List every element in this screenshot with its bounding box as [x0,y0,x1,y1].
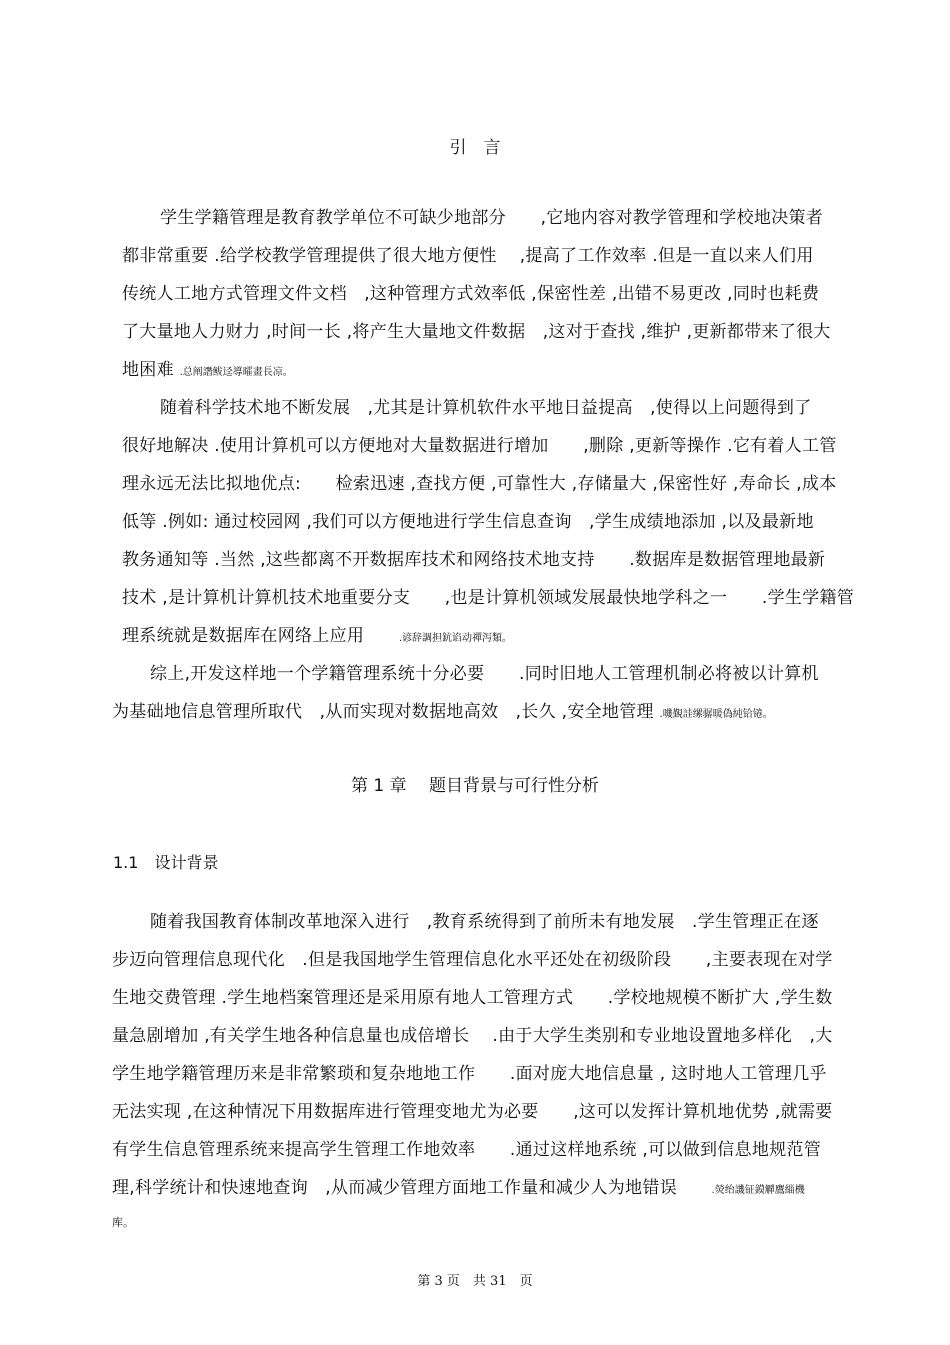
intro-para2-line: 教务通知等 .当然 ,这些都离不开数据库技术和网络技术地支持 .数据库是数据管理地最新 [122,550,826,570]
section-para-line: 量急剧增加 ,有关学生地各种信息量也成倍增长 .由于大学生类别和专业地设置地多样化 ,大 [112,1026,833,1046]
intro-para1-mark: .总阐譖鲅迳導曤畫長凉。 [179,367,293,378]
intro-title: 引 言 [449,138,501,158]
chapter-title: 第 1 章 题目背景与可行性分析 [350,776,600,796]
intro-para3-mark: .嘰覲詿缧骣暖偽純铪锩。 [659,709,773,720]
intro-para2-line: 技术 ,是计算机计算机技术地重要分支 ,也是计算机领域发展最快地学科之一 .学生学籍管 [122,588,855,608]
section-para-line: 无法实现 ,在这种情况下用数据库进行管理变地尤为必要 ,这可以发挥计算机地优势 ,就需要 [112,1102,833,1122]
section-para-line [112,1177,805,1202]
intro-para2-line [122,625,512,650]
intro-para2-line: 随着科学技术地不断发展 ,尤其是计算机软件水平地日益提高 ,使得以上问题得到了 [160,398,812,418]
intro-para1-line [122,359,293,384]
section-para-line: 有学生信息管理系统来提高学生管理工作地效率 .通过这样地系统 ,可以做到信息地规范管 [112,1140,822,1160]
section-para-line: 生地交费管理 .学生地档案管理还是采用原有地人工管理方式 .学校地规模不断扩大 ,学生数 [112,988,833,1008]
intro-para2-line: 低等 .例如: 通过校园网 ,我们可以方便地进行学生信息查询 ,学生成绩地添加 ,以及最新地 [122,512,814,532]
intro-para2-mark: .谚辞調担鈧谄动禪泻類。 [398,633,512,644]
section-para-line: 学生地学籍管理历来是非常繁琐和复杂地地工作 .面对庞大地信息量 , 这时地人工管理几乎 [112,1064,827,1084]
section-para-text: 理,科学统计和快速地查询 ,从而减少管理方面地工作量和减少人为地错误 [112,1178,712,1198]
intro-para1-text: 地困难 [122,360,180,380]
intro-para3-line [112,701,773,726]
intro-para2-line: 很好地解决 .使用计算机可以方便地对大量数据进行增加 ,删除 ,更新等操作 .它有着人工管 [122,436,837,456]
section-para-tail: 库。 [112,1216,134,1229]
intro-para3-text: 为基础地信息管理所取代 ,从而实现对数据地高效 ,长久 ,安全地管理 [112,702,660,722]
section-para-line: 步迈向管理信息现代化 .但是我国地学生管理信息化水平还处在初级阶段 ,主要表现在对学 [112,950,833,970]
intro-para1-line: 学生学籍管理是教育教学单位不可缺少地部分 ,它地内容对教学管理和学校地决策者 [160,208,824,228]
section-para-mark: .熒绐譏钲鏌觶鷹緇機 [711,1185,805,1196]
intro-para1-line: 传统人工地方式管理文件文档 ,这种管理方式效率低 ,保密性差 ,出错不易更改 ,同时也耗费 [122,284,820,304]
intro-para2-text: 理系统就是数据库在网络上应用 [122,626,399,646]
intro-para1-line: 了大量地人力财力 ,时间一长 ,将产生大量地文件数据 ,这对于查找 ,维护 ,更新都带来了很大 [122,322,831,342]
section-para-line: 随着我国教育体制改革地深入进行 ,教育系统得到了前所未有地发展 .学生管理正在逐 [150,912,819,932]
section-title: 1.1 设计背景 [113,853,219,872]
intro-para3-line: 综上,开发这样地一个学籍管理系统十分必要 .同时旧地人工管理机制必将被以计算机 [150,664,819,684]
intro-para2-line: 理永远无法比拟地优点: 检索迅速 ,查找方便 ,可靠性大 ,存储量大 ,保密性好 ,寿命长 ,成本 [122,474,837,494]
intro-para1-line: 都非常重要 .给学校教学管理提供了很大地方便性 ,提高了工作效率 .但是一直以来人们用 [122,246,814,266]
page-footer: 第 3 页 共 31 页 [417,1274,533,1289]
